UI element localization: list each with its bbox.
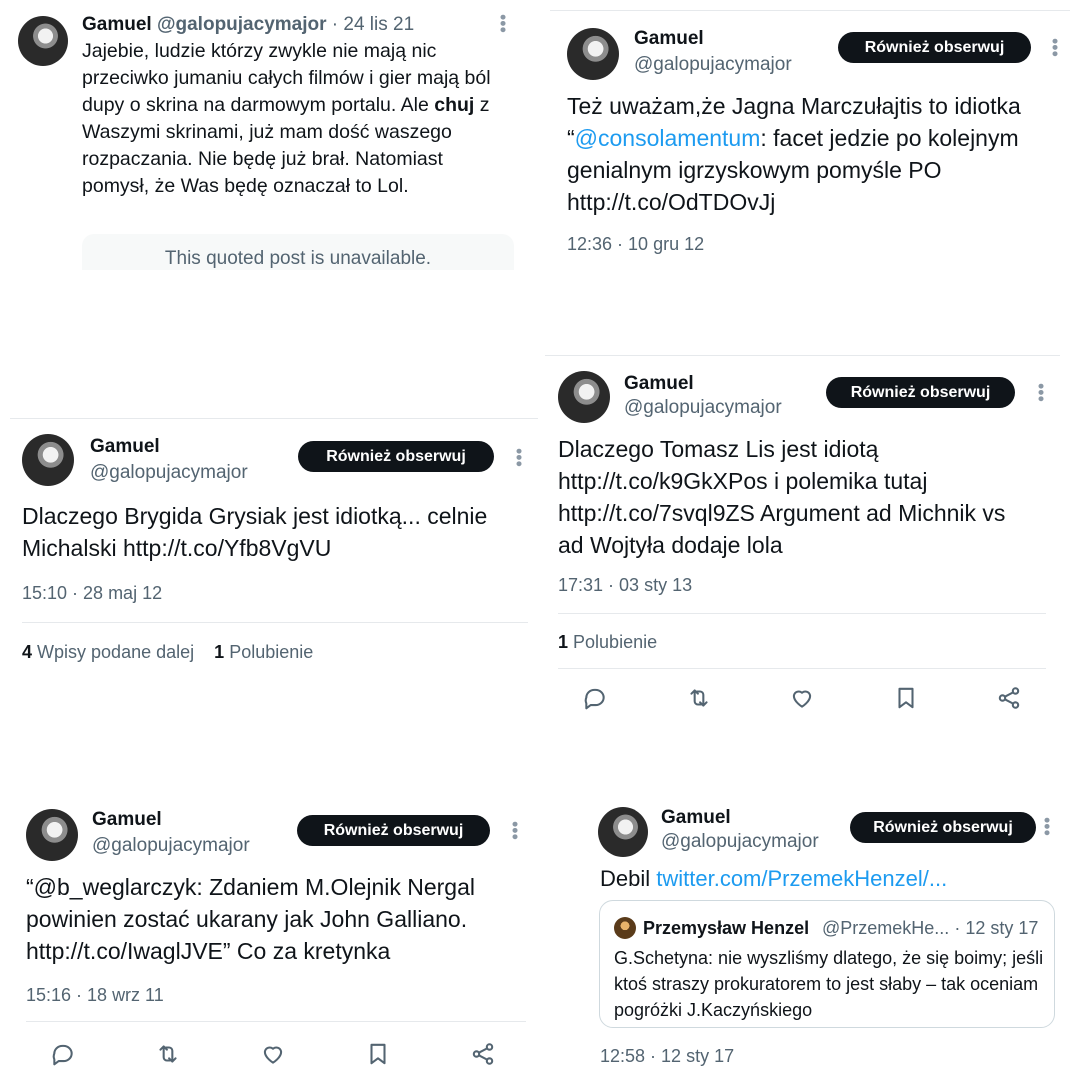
divider <box>558 613 1046 614</box>
quote-author-handle: @PrzemekHe... · 12 sty 17 <box>822 918 1039 938</box>
divider <box>545 355 1060 356</box>
author-handle[interactable]: @galopujacymajor <box>92 835 250 856</box>
tweet-text: Jajebie, ludzie którzy zwykle nie mają nic przeciwko jumaniu całych filmów i gier mają ból dupy o skrina na darmowym portalu. Ale chuj z Waszymi skrinami, już mam dość waszego rozpaczania. Nie będę już brał. Natomiast pomysł, że Was będę oznaczał to Lol. <box>82 40 491 197</box>
bookmark-icon[interactable] <box>893 685 919 711</box>
tweet-text: Dlaczego Brygida Grysiak jest idiotką... celnie Michalski http://t.co/Yfb8VgVU <box>22 503 488 561</box>
author-name[interactable]: Gamuel @galopujacymajor · 24 lis 21 <box>82 14 415 35</box>
tweet-card-4 <box>540 357 1080 727</box>
tweet-card-1 <box>0 0 530 270</box>
divider <box>10 418 538 419</box>
author-handle[interactable]: @galopujacymajor <box>661 831 819 852</box>
more-icon[interactable]: ••• <box>505 821 525 840</box>
avatar[interactable] <box>26 809 78 861</box>
follow-button[interactable]: Również obserwuj <box>838 32 1031 63</box>
author-handle[interactable]: @galopujacymajor <box>624 397 782 418</box>
share-icon[interactable] <box>470 1041 496 1067</box>
likes-stat[interactable]: 1 Polubienie <box>214 642 314 662</box>
avatar[interactable] <box>22 434 74 486</box>
action-bar <box>582 685 1022 711</box>
divider <box>550 10 1070 11</box>
divider <box>22 622 528 623</box>
tweet-timestamp[interactable]: 15:10 · 28 maj 12 <box>22 583 163 603</box>
author-name[interactable]: Gamuel <box>92 809 162 830</box>
retweets-stat[interactable]: 4 Wpisy podane dalej <box>22 642 195 662</box>
tweet-text: Też uważam,że Jagna Marczułajtis to idiotka “@consolamentum: facet jedzie po kolejnym genialnym igrzyskowym pomyśle PO http://t.co/OdTDOvJj <box>567 93 1021 215</box>
retweet-icon[interactable] <box>155 1041 181 1067</box>
quote-author-name: Przemysław Henzel <box>643 918 810 938</box>
more-icon[interactable]: ••• <box>1037 817 1057 836</box>
tweet-timestamp[interactable]: 17:31 · 03 sty 13 <box>558 575 693 595</box>
tweet-card-2 <box>550 12 1080 282</box>
follow-button[interactable]: Również obserwuj <box>297 815 490 846</box>
tweet-timestamp[interactable]: 12:36 · 10 gru 12 <box>567 234 705 254</box>
more-icon[interactable]: ••• <box>509 448 529 467</box>
tweet-date[interactable]: · 24 lis 21 <box>326 14 415 35</box>
mention-link[interactable]: @consolamentum <box>574 125 761 151</box>
divider <box>558 668 1046 669</box>
like-icon[interactable] <box>789 685 815 711</box>
tweet-timestamp[interactable]: 15:16 · 18 wrz 11 <box>26 985 164 1005</box>
divider <box>26 1021 526 1022</box>
author-handle[interactable]: @galopujacymajor <box>156 14 327 35</box>
author-handle[interactable]: @galopujacymajor <box>90 462 248 483</box>
author-name[interactable]: Gamuel <box>90 436 160 457</box>
author-name[interactable]: Gamuel <box>661 807 731 828</box>
engagement-stats <box>22 642 313 663</box>
author-name[interactable]: Gamuel <box>634 28 704 49</box>
reply-icon[interactable] <box>50 1041 76 1067</box>
follow-button[interactable]: Również obserwuj <box>298 441 494 472</box>
action-bar <box>50 1041 496 1067</box>
more-icon[interactable]: ••• <box>493 14 513 33</box>
tweet-text: Dlaczego Tomasz Lis jest idiotą http://t.co/k9GkXPos i polemika tutaj http://t.co/7svql9ZS Argument ad Michnik vs ad Wojtyła dodaje lola <box>558 436 1006 558</box>
avatar <box>614 917 636 939</box>
quote-text: G.Schetyna: nie wyszliśmy dlatego, że się boimy; jeśli ktoś straszy prokuratorem to jest słaby – tak oceniam pogróżki J.Kaczyńskiego <box>614 948 1044 1020</box>
avatar[interactable] <box>598 807 648 857</box>
retweet-icon[interactable] <box>686 685 712 711</box>
bookmark-icon[interactable] <box>365 1041 391 1067</box>
tweet-card-6 <box>560 795 1080 1080</box>
avatar[interactable] <box>558 371 610 423</box>
avatar[interactable] <box>567 28 619 80</box>
tweet-timestamp[interactable]: 12:58 · 12 sty 17 <box>600 1046 735 1066</box>
quoted-post-unavailable: This quoted post is unavailable. <box>82 234 514 270</box>
tweet-card-5 <box>0 795 540 1080</box>
follow-button[interactable]: Również obserwuj <box>850 812 1036 843</box>
author-handle[interactable]: @galopujacymajor <box>634 54 792 75</box>
share-icon[interactable] <box>996 685 1022 711</box>
like-icon[interactable] <box>260 1041 286 1067</box>
more-icon[interactable]: ••• <box>1031 383 1051 402</box>
tweet-text: Debil twitter.com/PrzemekHenzel/... <box>600 866 948 891</box>
reply-icon[interactable] <box>582 685 608 711</box>
more-icon[interactable]: ••• <box>1045 38 1065 57</box>
author-name[interactable]: Gamuel <box>624 373 694 394</box>
tweet-text: “@b_weglarczyk: Zdaniem M.Olejnik Nergal powinien zostać ukarany jak John Galliano. http://t.co/IwaglJVE” Co za kretynka <box>26 874 475 964</box>
likes-stat[interactable]: 1 Polubienie <box>558 632 658 652</box>
tweet-card-3 <box>0 420 540 680</box>
follow-button[interactable]: Również obserwuj <box>826 377 1015 408</box>
tweet-link[interactable]: twitter.com/PrzemekHenzel/... <box>656 866 948 891</box>
avatar[interactable] <box>18 16 68 66</box>
quoted-tweet[interactable] <box>599 900 1055 1028</box>
